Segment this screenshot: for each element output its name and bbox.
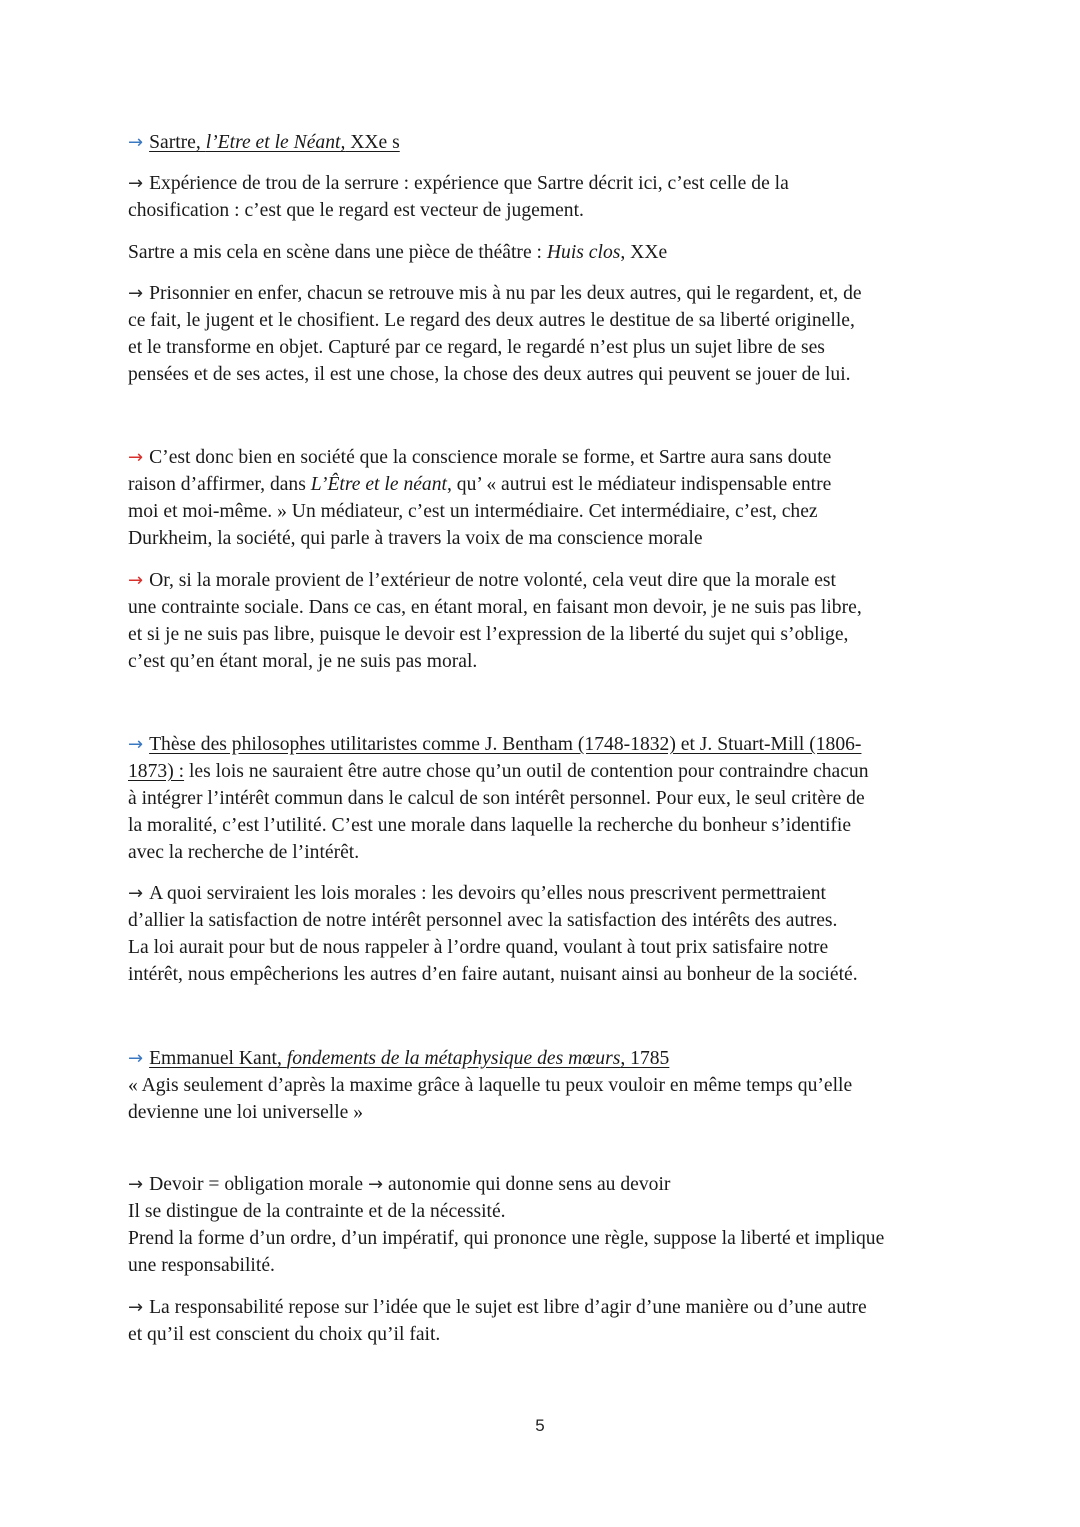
- huis-clos-paragraph: Sartre a mis cela en scène dans une pièce de théâtre : Huis clos, XXe: [128, 242, 668, 263]
- red-arrow-icon: →: [128, 447, 144, 468]
- arrow-icon: →: [128, 1297, 144, 1318]
- sartre-heading: [128, 129, 958, 156]
- red-arrow-icon: →: [128, 570, 144, 591]
- arrow-icon: →: [128, 283, 144, 304]
- responsibility-paragraph: → La responsabilité repose sur l’idée que le sujet est libre d’agir d’une manière ou d’une autre et qu’il est conscient du choix qu’il fait.: [128, 1297, 867, 1345]
- moral-laws-paragraph: → A quoi serviraient les lois morales : les devoirs qu’elles nous prescrivent permettraient d’allier la satisfaction de notre intérêt personnel avec la satisfaction des intérêts des autres. La loi aurait pour but de nous rappeler à l’ordre quand, voulant à tout prix satisfaire notre intérêt, nous empêcherions les autres d’en faire autant, nuisant ainsi au bonheur de la société.: [128, 883, 858, 985]
- arrow-icon: →: [128, 734, 144, 755]
- sartre-heading-text: Sartre, l’Etre et le Néant, XXe s: [149, 132, 400, 153]
- kant-quote: « Agis seulement d’après la maxime grâce à laquelle tu peux vouloir en même temps qu’elle: [128, 1075, 853, 1096]
- arrow-icon: →: [128, 1174, 144, 1195]
- page-number: 5: [535, 1416, 545, 1435]
- arrow-icon: →: [128, 173, 144, 194]
- arrow-icon: →: [128, 132, 144, 153]
- arrow-icon: →: [368, 1174, 384, 1195]
- keyhole-paragraph: → Expérience de trou de la serrure : expérience que Sartre décrit ici, c’est celle de la chosification : c’est que le regard est vecteur de jugement.: [128, 173, 789, 221]
- arrow-icon: →: [128, 883, 144, 904]
- utilitarian-paragraph: → Thèse des philosophes utilitaristes comme J. Bentham (1748-1832) et J. Stuart-Mill (1806- 1873) : les lois ne sauraient être autre chose qu’un outil de contention pour contraindre chacun à intégrer l’intérêt commun dans le calcul de son intérêt personnel. Pour eux, le seul critère de la moralité, c’est l’utilité. C’est une morale dans laquelle la recherche du bonheur s’identifie avec la recherche de l’intérêt.: [128, 734, 869, 863]
- society-paragraph: → C’est donc bien en société que la conscience morale se forme, et Sartre aura sans doute raison d’affirmer, dans L’Être et le néant, qu’ « autrui est le médiateur indispensable entre moi et moi-même. » Un médiateur, c’est un intermédiaire. Cet intermédiaire, c’est, chez Durkheim, la société, qui parle à travers la voix de ma conscience morale: [128, 447, 832, 549]
- prisoner-paragraph: → Prisonnier en enfer, chacun se retrouve mis à nu par les deux autres, qui le regardent, et, de ce fait, le jugent et le chosifient. Le regard des deux autres le destitue de sa liberté originelle, et le transforme en objet. Capturé par ce regard, le regardé n’est plus un sujet libre de ses pensées et de ses actes, il est une chose, la chose des deux autres qui peuvent se jouer de lui.: [128, 283, 862, 385]
- constraint-paragraph: → Or, si la morale provient de l’extérieur de notre volonté, cela veut dire que la morale est une contrainte sociale. Dans ce cas, en étant moral, en faisant mon devoir, je ne suis pas libre, et si je ne suis pas libre, puisque le devoir est l’expression de la liberté du sujet qui s’oblige, c’est qu’en étant moral, je ne suis pas moral.: [128, 570, 862, 672]
- arrow-icon: →: [128, 1048, 144, 1069]
- kant-paragraph: → Emmanuel Kant, fondements de la métaphysique des mœurs, 1785 « Agis seulement d’après la maxime grâce à laquelle tu peux vouloir en même temps qu’elle devienne une loi universelle »: [128, 1045, 958, 1126]
- kant-heading: Emmanuel Kant, fondements de la métaphysique des mœurs, 1785: [149, 1048, 670, 1069]
- duty-paragraph: → Devoir = obligation morale → autonomie qui donne sens au devoir Il se distingue de la contrainte et de la nécessité. Prend la forme d’un ordre, d’un impératif, qui prononce une règle, suppose la liberté et implique une responsabilité.: [128, 1174, 885, 1276]
